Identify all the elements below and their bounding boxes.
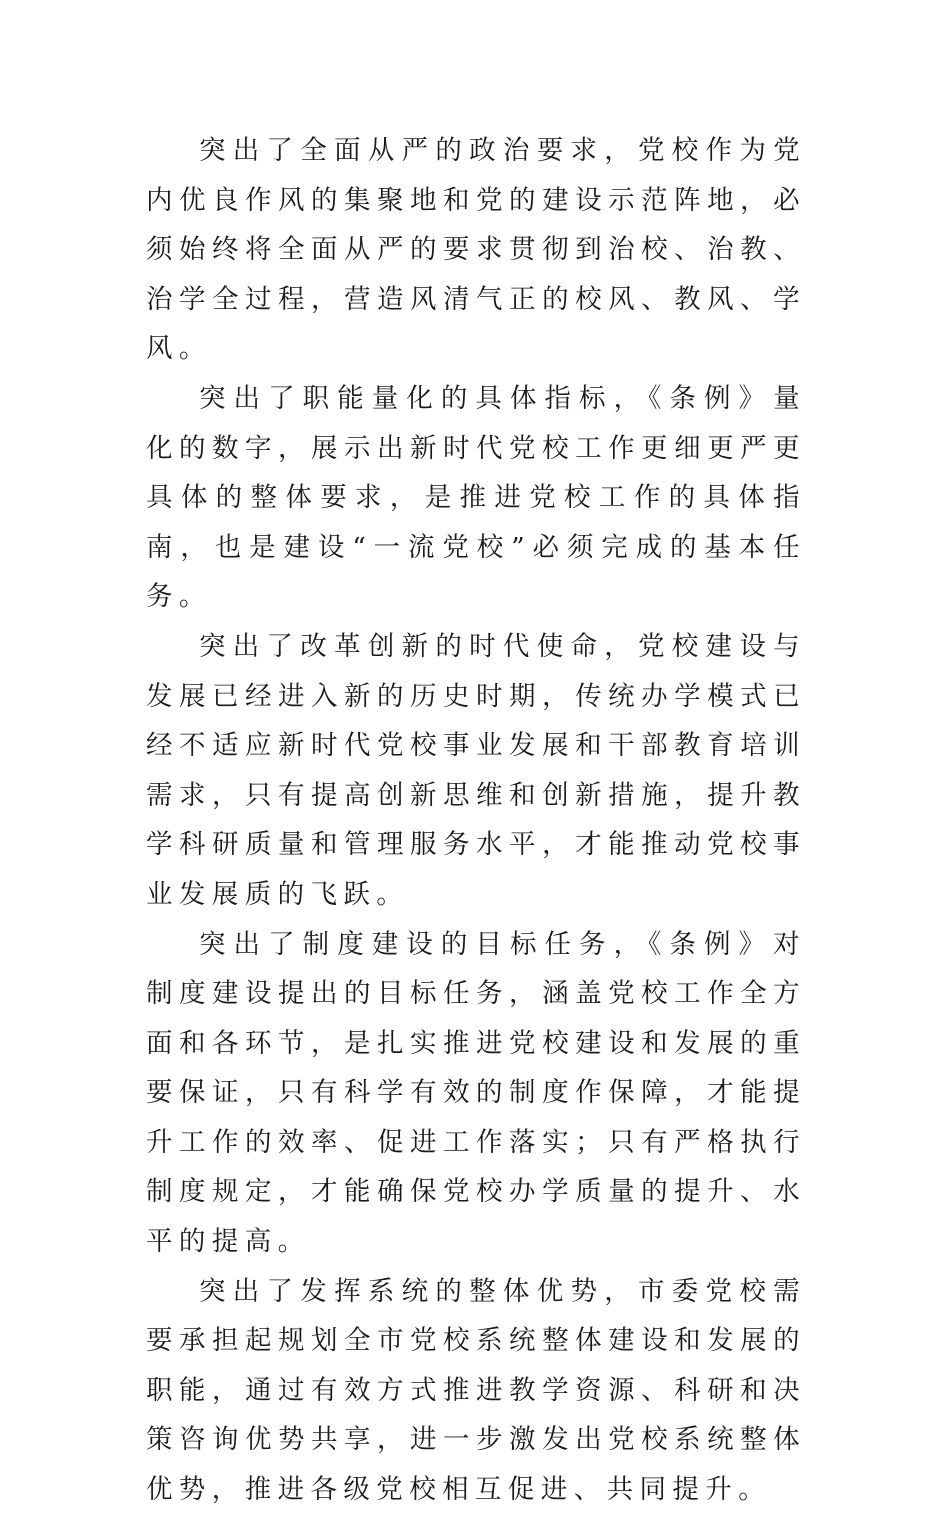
paragraph-reform-innovation: 突出了改革创新的时代使命，党校建设与发展已经进入新的历史时期，传统办学模式已经不适应新时代党校事业发展和干部教育培训需求，只有提高创新思维和创新措施，提升教学科研质量和管理服务水平，才能推动党校事业发展质的飞跃。: [146, 630, 806, 910]
paragraph-political-requirements: 突出了全面从严的政治要求，党校作为党内优良作风的集聚地和党的建设示范阵地，必须始终将全面从严的要求贯彻到治校、治教、治学全过程，营造风清气正的校风、教风、学风。: [146, 135, 806, 365]
paragraph-quantified-indicators: 突出了职能量化的具体指标，《条例》量化的数字，展示出新时代党校工作更细更严更具体的整体要求，是推进党校工作的具体指南，也是建设“一流党校”必须完成的基本任务。: [146, 382, 806, 613]
document-body: [146, 126, 806, 1515]
paragraph-institution-building: 突出了制度建设的目标任务，《条例》对制度建设提出的目标任务，涵盖党校工作全方面和各环节，是扎实推进党校建设和发展的重要保证，只有科学有效的制度作保障，才能提升工作的效率、促进工作落实；只有严格执行制度规定，才能确保党校办学质量的提升、水平的提高。: [146, 928, 806, 1258]
paragraph-system-advantage: 突出了发挥系统的整体优势，市委党校需要承担起规划全市党校系统整体建设和发展的职能，通过有效方式推进教学资源、科研和决策咨询优势共享，进一步激发出党校系统整体优势，推进各级党校相互促进、共同提升。: [146, 1275, 806, 1506]
